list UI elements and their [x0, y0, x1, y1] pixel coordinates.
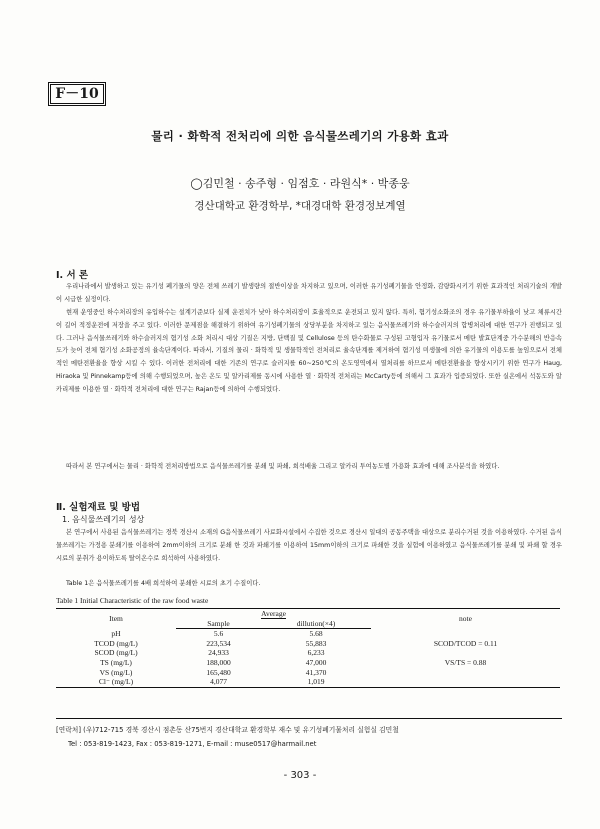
cell-note	[371, 677, 560, 687]
header-average-label: Average	[261, 609, 286, 618]
header-sample: Sample	[176, 619, 261, 629]
cell-dilution: 6,233	[307, 648, 325, 658]
cell-note	[371, 648, 560, 658]
page-number: - 303 -	[283, 770, 317, 781]
cell-sample: 4,077	[176, 677, 261, 687]
author-list: ◯김민철 · 송주형 · 임점호 · 라원식* · 박종웅	[190, 177, 410, 190]
header-item: Item	[56, 609, 176, 629]
cell-item: SCOD (mg/L)	[94, 648, 138, 658]
cell-item: Cl⁻ (mg/L)	[56, 677, 176, 687]
header-average	[176, 609, 371, 619]
cell-item: pH	[111, 628, 121, 638]
table-row	[56, 668, 560, 678]
table-row	[56, 629, 560, 639]
table-row	[56, 658, 560, 668]
paper-title: 물리 · 화학적 전처리에 의한 음식물쓰레기의 가용화 효과	[151, 129, 449, 143]
cell-note: SCOD/TCOD = 0.11	[433, 638, 498, 648]
cell-sample: 165,480	[206, 667, 231, 677]
cell-item: VS (mg/L)	[99, 667, 133, 677]
affiliation: 경산대학교 환경학부, *대경대학 환경정보계열	[194, 200, 406, 212]
characteristics-table	[56, 608, 560, 688]
cell-dilution: 55,883	[305, 638, 327, 648]
subsection-heading: 1. 음식물쓰레기의 성상	[62, 515, 145, 524]
contact-info	[56, 718, 562, 751]
cell-sample: 24,933	[208, 648, 229, 658]
intro-paragraph-3: 따라서 본 연구에서는 물리 · 화학적 전처리방법으로 음식물쓰레기를 분쇄 및 파쇄, 희석배율 그리고 알카리 투여농도별 가용화 효과에 대해 조사분석을 하였다.	[66, 463, 500, 470]
section-heading-methods: Ⅱ. 실험재료 및 방법	[56, 502, 141, 513]
cell-note: VS/TS = 0.88	[444, 657, 487, 667]
cell-item: TCOD (mg/L)	[94, 638, 138, 648]
intro-paragraph-2: 현재 운영중인 하수처리장의 유입하수는 설계기준보다 실제 운전치가 낮아 하수처리장이 효율적으로 운전되고 있지 않다. 특히, 혐기성소화조의 경우 유기물부하율이 낮고 체류시간이 길어 적정운전에 저장을 주고 있다. 이러한 문제점을 해결하기 위하여 유기성폐기물의 상당부분을 차지하고 있는 음식물쓰레기와 하수슬러지의 합병처리에 대한 연구가 진행되고 있다. 그러나 음식물쓰레기와 하수슬러지의 혐기성 소화 처리시 대상 기질은 지방, 단백질 및 Cellulose 등의 탄수화물로 구성된 고형입자 유기물로서 메탄 발효단계중 가수분해의 반응속도가 늦어 전체 혐기성 소화공정의 율속단계이다. 따라서, 기질의 물리 · 화학적 및 생물학적인 전처리로 율속단계를 제거하여 혐기성 미생물에 의한 유기물의 이용도를 높임으로서 전체적인 메탄전환율을 향상 시킬 수 있다. 이러한 전처리에 대한 기존의 연구로 슬러지를 60~250℃의 온도영역에서 열처리를 하므로서 메탄전환율을 향상시키기 위한 연구가 Haug, Hiraoka 및 Pinnekamp등에 의해 수행되었으며, 높은 온도 및 알카리제를 동시에 사용한 열 · 화학적 전처리는 McCarty등에 의해서 그 효과가 입증되었다. 또한 실온에서 석동도와 알카리제를 이용한 열 · 화학적 전처리에 대한 연구는 Rajan등에 의하여 수행되었다.	[56, 309, 562, 393]
section-heading-introduction: Ⅰ. 서 론	[56, 270, 89, 281]
cell-sample: 223,534	[206, 638, 231, 648]
cell-dilution: 47,000	[305, 657, 327, 667]
table-row	[56, 648, 560, 658]
table-row	[56, 639, 560, 649]
cell-note	[371, 668, 560, 678]
table-row	[56, 677, 560, 687]
table-caption: Table 1 Initial Characteristic of the raw food waste	[56, 596, 209, 605]
cell-dilution: 1,019	[261, 677, 371, 687]
methods-paragraph-2: Table 1은 음식물쓰레기를 4배 희석하여 분쇄한 시료의 초기 수질이다.	[66, 580, 261, 587]
methods-paragraph-1: 본 연구에서 사용된 음식물쓰레기는 경북 경산시 소재의 G음식물쓰레기 사료화시설에서 수집한 것으로 경산시 일대의 공동주택을 대상으로 분리수거된 것을 이용하였다. 수거된 음식물쓰레기는 가정용 분쇄기를 이용하여 2mm이하의 크기로 분쇄 한 것과 파쇄기를 이용하여 15mm이하의 크기로 파쇄한 것을 실험에 이용하였고 음식물쓰레기를 분쇄 및 파쇄 할 경우 시료의 분취가 용이하도록 탈이온수로 희석하여 사용하였다.	[56, 529, 562, 562]
table-header-row	[56, 609, 560, 619]
cell-sample: 188,000	[206, 657, 231, 667]
cell-dilution: 41,370	[305, 667, 327, 677]
cell-dilution: 5.68	[309, 629, 323, 639]
intro-paragraph-1: 우리나라에서 발생하고 있는 유기성 폐기물의 양은 전체 쓰레기 발생량의 절반이상을 차지하고 있으며, 이러한 유기성폐기물을 안정화, 감량화시키기 위한 효과적인 처리기술의 개발이 시급한 실정이다.	[56, 283, 562, 303]
abstract-code-box: F－10	[48, 82, 106, 106]
contact-address: [연락처] (우)712-715 경북 경산시 점촌동 산75번지 경산대학교 환경학부 재수 및 유기성폐기물처리 실험실 김민철	[56, 726, 399, 734]
header-dilution: dillution(×4)	[261, 619, 371, 629]
header-note: note	[371, 609, 560, 629]
cell-note	[371, 629, 560, 639]
cell-item: TS (mg/L)	[100, 657, 132, 667]
contact-phone-email: Tel : 053-819-1423, Fax : 053-819-1271, E-mail : muse0517@harmail.net	[68, 740, 317, 748]
cell-sample: 5.6	[213, 629, 224, 639]
